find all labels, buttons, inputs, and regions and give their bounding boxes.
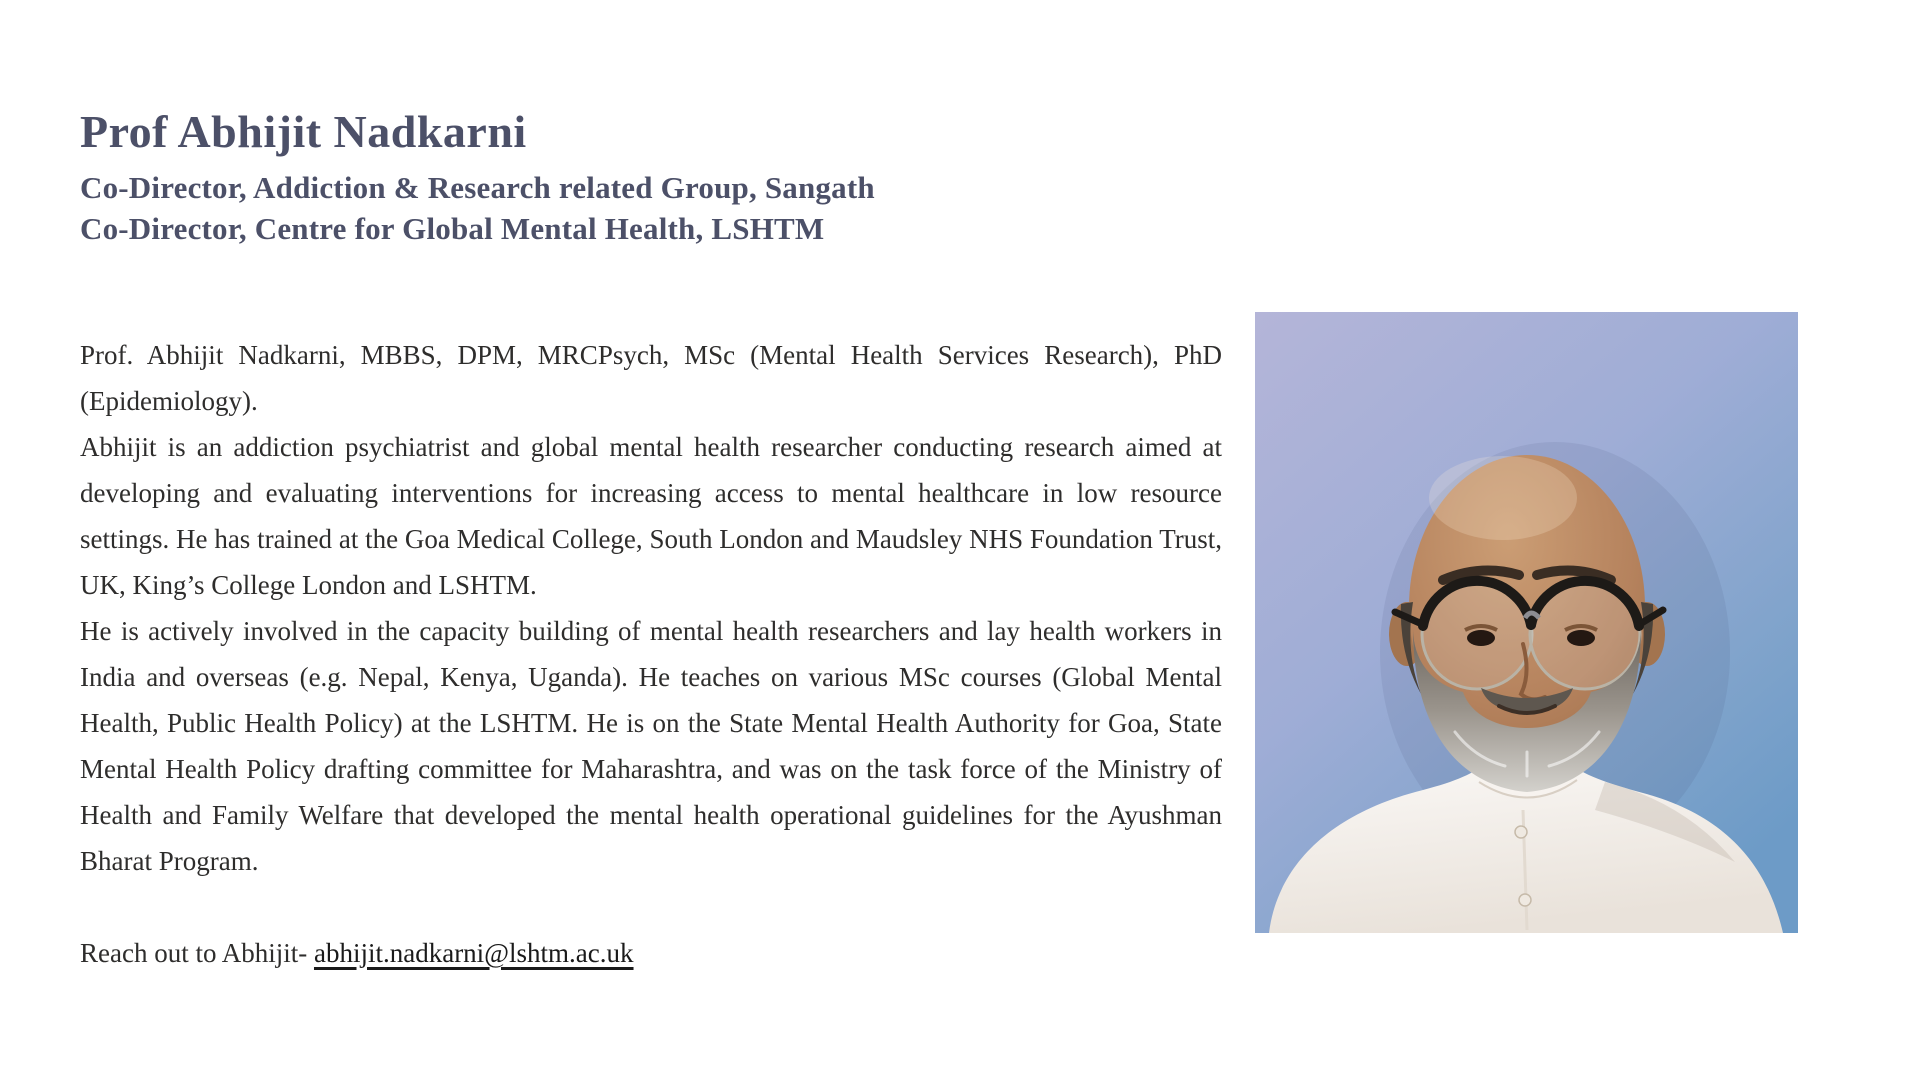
profile-roles <box>80 167 1222 249</box>
profile-name: Prof Abhijit Nadkarni <box>80 106 527 157</box>
email-link[interactable]: abhijit.nadkarni@lshtm.ac.uk <box>313 937 634 968</box>
bio-paragraph-credentials: Prof. Abhijit Nadkarni, MBBS, DPM, MRCPsych, MSc (Mental Health Services Research), PhD (Epidemiology). <box>80 339 1222 416</box>
profile-text-column <box>80 104 1222 976</box>
bio-text <box>80 332 1222 884</box>
portrait-illustration <box>1255 312 1798 933</box>
profile-role-sangath: Co-Director, Addiction & Research related Group, Sangath <box>80 170 875 206</box>
contact-line <box>80 930 1222 976</box>
profile-photo <box>1255 312 1798 933</box>
bio-paragraph-activities: He is actively involved in the capacity building of mental health researchers and lay health workers in India and overseas (e.g. Nepal, Kenya, Uganda). He teaches on various MSc courses (Global Mental Health, Public Health Policy) at the LSHTM. He is on the State Mental Health Authority for Goa, State Mental Health Policy drafting committee for Maharashtra, and was on the task force of the Ministry of Health and Family Welfare that developed the mental health operational guidelines for the Ayushman Bharat Program. <box>80 615 1222 876</box>
bio-paragraph-background: Abhijit is an addiction psychiatrist and global mental health researcher conducting research aimed at developing and evaluating interventions for increasing access to mental healthcare in low resource settings. He has trained at the Goa Medical College, South London and Maudsley NHS Foundation Trust, UK, King’s College London and LSHTM. <box>80 431 1222 600</box>
contact-prefix: Reach out to Abhijit- <box>80 937 314 968</box>
profile-role-lshtm: Co-Director, Centre for Global Mental Health, LSHTM <box>80 211 825 247</box>
